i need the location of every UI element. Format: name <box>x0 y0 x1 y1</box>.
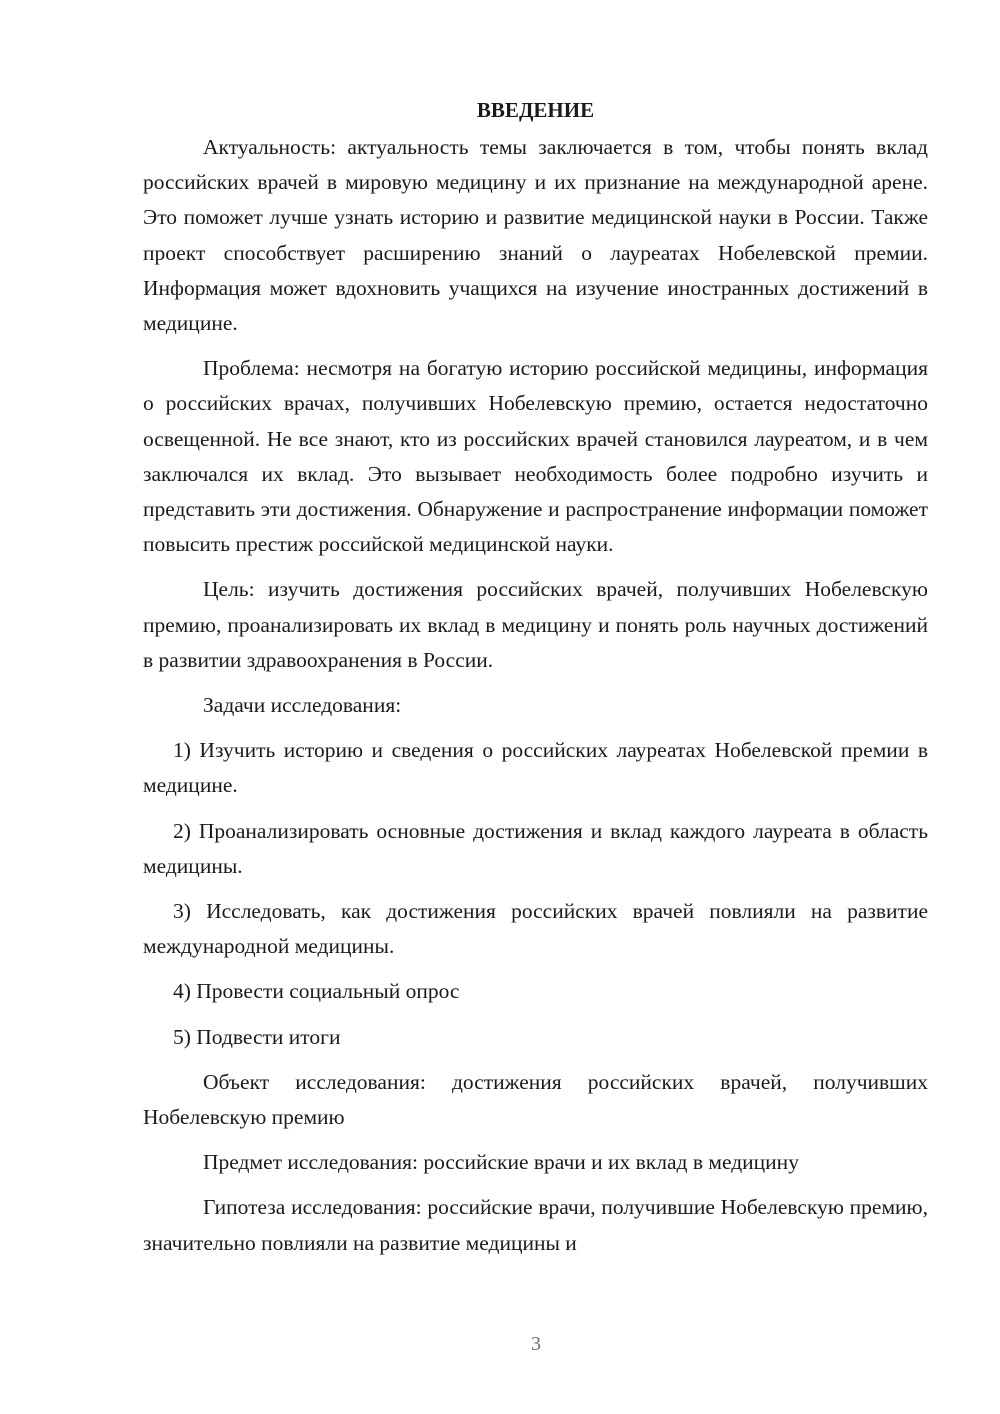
document-page <box>143 92 928 1261</box>
paragraph-hypothesis: Гипотеза исследования: российские врачи, получившие Нобелевскую премию, значительно повлияли на развитие медицины и <box>143 1195 928 1255</box>
page-title: ВВЕДЕНИЕ <box>476 98 595 122</box>
task-item-3: 3) Исследовать, как достижения российских врачей повлияли на развитие международной медицины. <box>143 899 928 959</box>
paragraph-problem: Проблема: несмотря на богатую историю российской медицины, информация о российских врачах, получивших Нобелевскую премию, остается недостаточно освещенной. Не все знают, кто из российских врачей становился лауреатом, и в чем заключался их вклад. Это вызывает необходимость более подробно изучить и представить эти достижения. Обнаружение и распространение информации поможет повысить престиж российской медицинской науки. <box>143 356 928 557</box>
tasks-heading: Задачи исследования: <box>203 693 402 718</box>
task-item-2: 2) Проанализировать основные достижения и вклад каждого лауреата в область медицины. <box>143 818 928 878</box>
task-item-5: 5) Подвести итоги <box>173 1024 341 1049</box>
task-item-1: 1) Изучить историю и сведения о российских лауреатах Нобелевской премии в медицине. <box>143 738 928 798</box>
paragraph-goal: Цель: изучить достижения российских врачей, получивших Нобелевскую премию, проанализировать их вклад в медицину и понять роль научных достижений в развитии здравоохранения в России. <box>143 577 928 672</box>
task-item-4: 4) Провести социальный опрос <box>173 979 460 1004</box>
paragraph-relevance: Актуальность: актуальность темы заключается в том, чтобы понять вклад российских врачей в мировую медицину и их признание на международной арене. Это поможет лучше узнать историю и развитие медицинской науки в России. Также проект способствует расширению знаний о лауреатах Нобелевской премии. Информация может вдохновить учащихся на изучение иностранных достижений в медицине. <box>143 135 928 336</box>
paragraph-object: Объект исследования: достижения российских врачей, получивших Нобелевскую премию <box>143 1069 928 1130</box>
page-number: 3 <box>531 1333 541 1355</box>
paragraph-subject: Предмет исследования: российские врачи и их вклад в медицину <box>203 1150 799 1175</box>
